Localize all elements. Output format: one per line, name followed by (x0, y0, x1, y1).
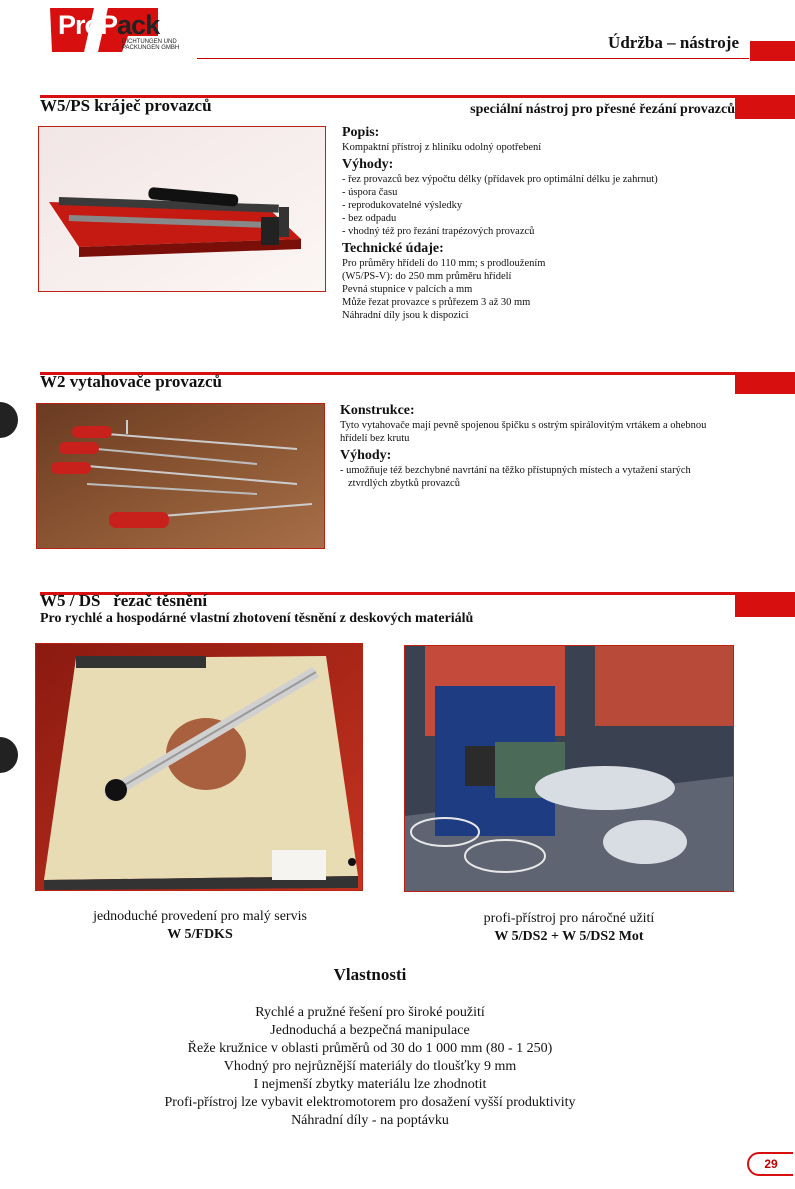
section-accent-block (735, 592, 795, 617)
tech-line: Náhradní díly jsou k dispozici (342, 310, 469, 321)
punch-hole (0, 402, 18, 438)
propack-logo (42, 6, 182, 54)
property-line: Jednoduchá a bezpečná manipulace (270, 1023, 470, 1038)
caption-left (36, 908, 364, 944)
property-line: Rychlé a pružné řešení pro široké použití (255, 1005, 485, 1020)
page-title: Údržba – nástroje (608, 33, 739, 52)
product-description (342, 125, 742, 322)
section-title: W5/PS kráječ provazců (40, 96, 212, 115)
property-line: Řeže kružnice v oblasti průměrů od 30 do 1 000 mm (80 - 1 250) (187, 1041, 553, 1056)
advantage-line: - úspora času (342, 187, 398, 198)
advantage-line: - umožňuje též bezchybné navrtání na těžko přístupných místech a vytažení starých (340, 465, 691, 476)
tech-line: (W5/PS-V): do 250 mm průměru hřídelí (342, 271, 512, 282)
header-accent-block (750, 41, 795, 61)
advantage-line: - bez odpadu (342, 213, 397, 224)
properties-list (0, 1004, 740, 1130)
property-line: I nejmenší zbytky materiálu lze zhodnotit (253, 1077, 487, 1092)
advantages-heading: Výhody: (342, 157, 394, 172)
construction-heading: Konstrukce: (340, 403, 415, 418)
tech-line: Může řezat provazce s průřezem 3 až 30 mm (342, 297, 531, 308)
gasket-cutter-simple-photo (35, 643, 363, 891)
properties-title: Vlastnosti (333, 965, 407, 984)
caption-right-desc: profi-přístroj pro náročné užití (483, 911, 655, 926)
gasket-cutter-pro-photo (404, 645, 734, 892)
product-description (340, 403, 750, 490)
property-line: Profi-přístroj lze vybavit elektromotorem pro dosažení vyšší produktivity (164, 1095, 576, 1110)
punch-hole (0, 737, 18, 773)
advantages-heading: Výhody: (340, 448, 392, 463)
section-subtitle: Pro rychlé a hospodárné vlastní zhotovení těsnění z deskových materiálů (40, 611, 474, 626)
property-line: Vhodný pro nejrůznější materiály do tloušťky 9 mm (223, 1059, 517, 1074)
advantage-line: - vhodný též pro řezání trapézových provazců (342, 226, 535, 237)
advantage-line: - reprodukovatelné výsledky (342, 200, 463, 211)
rope-extractor-photo (36, 403, 325, 549)
caption-right-model: W 5/DS2 + W 5/DS2 Mot (494, 929, 644, 944)
section-subtitle: speciální nástroj pro přesné řezání provazců (470, 102, 735, 117)
advantage-line: - řez provazců bez výpočtu délky (přídavek pro optimální délku je zahrnut) (342, 174, 658, 185)
description-heading: Popis: (342, 125, 380, 140)
caption-left-desc: jednoduché provedení pro malý servis (93, 909, 307, 924)
property-line: Náhradní díly - na poptávku (291, 1113, 449, 1128)
logo-tagline: DICHTUNGEN UND PACKUNGEN GMBH (122, 39, 180, 51)
description-line: Kompaktní přístroj z hliníku odolný opotřebení (342, 142, 542, 153)
page-number: 29 (747, 1152, 793, 1176)
section-title: W2 vytahovače provazců (40, 372, 222, 391)
caption-right (404, 910, 734, 946)
rope-cutter-photo (38, 126, 326, 292)
header-divider (197, 58, 749, 59)
advantage-line: ztvrdlých zbytků provazců (348, 478, 460, 489)
section-title: W5 / DS řezač těsnění (40, 591, 208, 610)
section-accent-block (735, 95, 795, 119)
tech-line: Pevná stupnice v palcích a mm (342, 284, 473, 295)
section-accent-block (735, 372, 795, 394)
construction-line: Tyto vytahovače mají pevně spojenou špičku s ostrým spirálovitým vrtákem a ohebnou (340, 420, 707, 431)
caption-left-model: W 5/FDKS (167, 927, 233, 942)
logo-wordmark: ProPack (58, 10, 160, 40)
construction-line: hřídelí bez krutu (340, 433, 410, 444)
tech-data-heading: Technické údaje: (342, 241, 444, 256)
tech-line: Pro průměry hřídelí do 110 mm; s prodloužením (342, 258, 546, 269)
